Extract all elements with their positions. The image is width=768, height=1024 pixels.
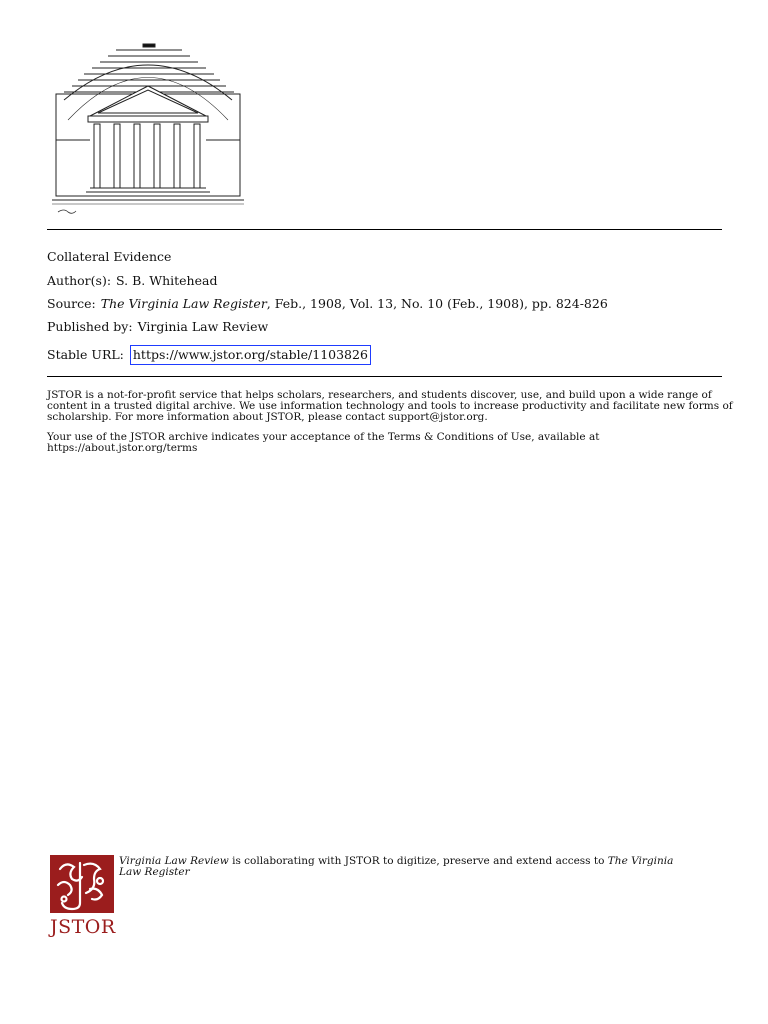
publisher-value: Virginia Law Review [137, 319, 269, 334]
publisher-row [47, 319, 268, 335]
top-divider [47, 229, 722, 230]
author-label: Author(s): [47, 273, 112, 288]
collab-text: is collaborating with JSTOR to digitize, preserve and extend access to [228, 855, 608, 867]
jstor-logo-icon [50, 855, 114, 913]
stable-url-link[interactable]: https://www.jstor.org/stable/1103826 [130, 345, 371, 365]
article-title: Collateral Evidence [47, 249, 172, 264]
source-label: Source: [47, 296, 96, 311]
source-journal: The Virginia Law Register [100, 296, 267, 311]
collab-journal: The Virginia Law Register [119, 855, 674, 878]
stable-url-row [47, 345, 371, 365]
author-value: S. B. Whitehead [116, 273, 218, 288]
collab-publisher: Virginia Law Review [119, 855, 229, 867]
publisher-label: Published by: [47, 319, 133, 334]
library-building-icon [50, 40, 246, 220]
source-row [47, 296, 608, 312]
collaboration-statement [119, 856, 679, 878]
jstor-wordmark: JSTOR [50, 916, 116, 938]
middle-divider [47, 376, 722, 377]
stable-url-label: Stable URL: [47, 347, 124, 362]
author-row [47, 273, 217, 289]
source-details: , Feb., 1908, Vol. 13, No. 10 (Feb., 1908), pp. 824-826 [266, 296, 608, 311]
terms-notice: Your use of the JSTOR archive indicates your acceptance of the Terms & Conditions of Use, available at https://about.jstor.org/terms [47, 431, 600, 454]
jstor-notice: JSTOR is a not-for-profit service that helps scholars, researchers, and students discover, use, and build upon a wide range of content in a trusted digital archive. We use information technology and tools to increase productivity and facilitate new forms of scholarship. For more information about JSTOR, please contact support@jstor.org. [47, 389, 733, 423]
